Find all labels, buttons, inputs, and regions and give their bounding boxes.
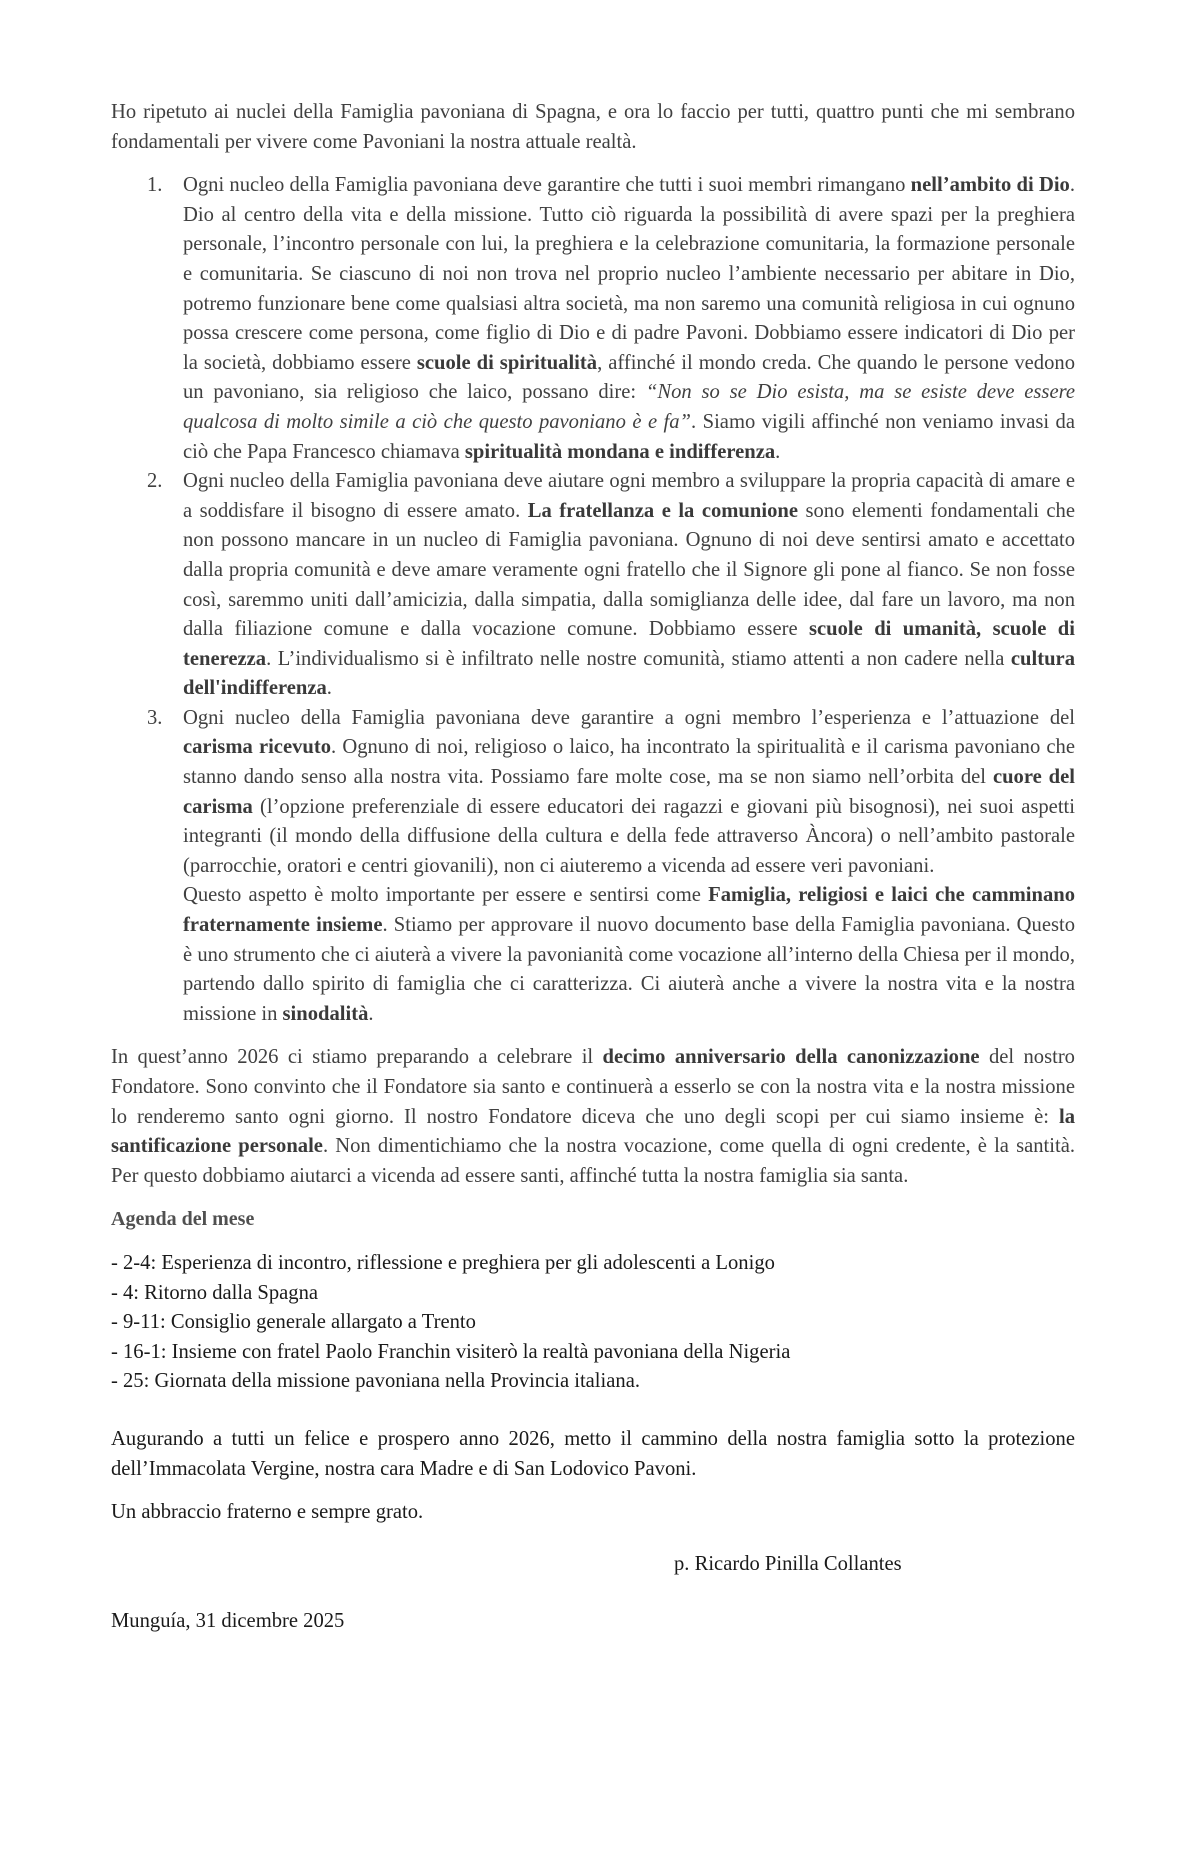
emphasis-bold: scuole di umanità, scuole di tenerezza xyxy=(183,618,1075,670)
emphasis-bold: spiritualità mondana e indifferenza xyxy=(464,440,776,463)
point-item-2 xyxy=(111,467,1075,704)
point-number: 3. xyxy=(147,706,163,729)
text-run: Questo aspetto è molto importante per essere e sentirsi come xyxy=(183,884,709,907)
closing-wish: Augurando a tutti un felice e prospero anno 2026, metto il cammino della nostra famiglia sotto la protezione dell’Immacolata Vergine, nostra cara Madre e di San Lodovico Pavoni. xyxy=(111,1427,1075,1480)
text-run: , affinché il mondo creda. Che quando le persone vedono un pavoniano, sia religioso che laico, possano dire: xyxy=(183,351,1075,404)
emphasis-bold: decimo anniversario della canonizzazione xyxy=(602,1046,980,1069)
text-run: (l’opzione preferenziale di essere educatori dei ragazzi e giovani più bisognosi), nei suoi aspetti integranti (il mondo della diffusione della cultura e della fede attraverso Àncora) o nell’ambito pastorale (parrocchie, oratori e centri giovanili), non ci aiuteremo a vicenda ad essere veri pavoniani. xyxy=(183,795,1075,877)
emphasis-bold: carisma ricevuto xyxy=(183,736,331,759)
text-run: . Stiamo per approvare il nuovo documento base della Famiglia pavoniana. Questo è uno strumento che ci aiuterà a vivere la pavonianità come vocazione all’interno della Chiesa per il mondo, partendo dallo spirito di famiglia che ci caratterizza. Ci aiuterà anche a vivere la nostra vita e la nostra missione in xyxy=(183,914,1075,1025)
point-item-1 xyxy=(111,171,1075,467)
emphasis-bold: nell’ambito di Dio xyxy=(910,174,1070,197)
place-date: Munguía, 31 dicembre 2025 xyxy=(111,1610,345,1633)
signature: p. Ricardo Pinilla Collantes xyxy=(674,1552,902,1575)
text-run: . Ognuno di noi, religioso o laico, ha incontrato la spiritualità e il carisma pavoniano che stanno dando senso alla nostra vita. Possiamo fare molte cose, ma se non siamo nell’orbita del xyxy=(183,736,1075,789)
text-run: Ogni nucleo della Famiglia pavoniana deve aiutare ogni membro a sviluppare la propria capacità di amare e a soddisfare il bisogno di essere amato. xyxy=(183,470,1075,522)
text-run: In quest’anno 2026 ci stiamo preparando a celebrare il xyxy=(111,1046,603,1069)
agenda-item: - 25: Giornata della missione pavoniana nella Provincia italiana. xyxy=(111,1370,640,1393)
text-run: . L’individualismo si è infiltrato nelle nostre comunità, stiamo attenti a non cadere nella xyxy=(266,647,1011,670)
text-run: del nostro Fondatore. Sono convinto che il Fondatore sia santo e continuerà a esserlo se con la nostra vita e la nostra missione lo renderemo santo ogni giorno. Il nostro Fondatore diceva che uno degli scopi per cui siamo insieme è: xyxy=(111,1046,1075,1128)
agenda-item: - 4: Ritorno dalla Spagna xyxy=(111,1281,319,1304)
text-run: . Siamo vigili affinché non veniamo invasi da ciò che Papa Francesco chiamava xyxy=(183,410,1075,463)
point-item-3 xyxy=(111,704,1075,1030)
text-run: . Dio al centro della vita e della missione. Tutto ciò riguarda la possibilità di avere spazi per la preghiera personale, l’incontro personale con lui, la preghiera e la celebrazione comunitaria, la formazione personale e comunitaria. Se ciascuno di noi non trova nel proprio nucleo l’ambiente necessario per abitare in Dio, potremo funzionare bene come qualsiasi altra società, ma non saremo una comunità religiosa in cui ognuno possa crescere come persona, come figlio di Dio e di padre Pavoni. Dobbiamo essere indicatori di Dio per la società, dobbiamo essere xyxy=(183,174,1075,374)
agenda-item: - 16-1: Insieme con fratel Paolo Franchin visiterò la realtà pavoniana della Nigeria xyxy=(111,1340,791,1363)
text-run: sono elementi fondamentali che non possono mancare in un nucleo di Famiglia pavoniana. Ognuno di noi deve sentirsi amato e accettato dalla propria comunità e deve amare veramente ogni fratello che il Signore gli pone al fianco. Se non fosse così, saremmo uniti dall’amicizia, dalla simpatia, dalla somiglianza delle idee, dal fare un lavoro, ma non dalla filiazione comune e dalla vocazione comune. Dobbiamo essere xyxy=(183,499,1075,641)
emphasis-bold: cuore del carisma xyxy=(183,766,1075,818)
anniversary-paragraph xyxy=(111,1043,1075,1191)
text-run: . Non dimentichiamo che la nostra vocazione, come quella di ogni credente, è la santità. Per questo dobbiamo aiutarci a vicenda ad essere santi, affinché tutta la nostra famiglia sia santa. xyxy=(111,1135,1076,1187)
agenda-heading: Agenda del mese xyxy=(111,1208,255,1231)
quote-italic: “Non so se Dio esista, ma se esiste deve essere qualcosa di molto simile a ciò che questo pavoniano è e fa” xyxy=(183,381,1075,433)
intro-paragraph: Ho ripetuto ai nuclei della Famiglia pavoniana di Spagna, e ora lo faccio per tutti, quattro punti che mi sembrano fondamentali per vivere come Pavoniani la nostra attuale realtà. xyxy=(111,101,1075,153)
agenda-item: - 2-4: Esperienza di incontro, riflessione e preghiera per gli adolescenti a Lonigo xyxy=(111,1251,775,1274)
emphasis-bold: La fratellanza e la comunione xyxy=(527,499,798,522)
point-text xyxy=(183,704,1075,882)
text-run: . xyxy=(368,1002,374,1025)
closing-greeting: Un abbraccio fraterno e sempre grato. xyxy=(111,1501,424,1524)
point-continuation xyxy=(183,881,1075,1029)
document-page xyxy=(111,98,1075,1637)
emphasis-bold: la santificazione personale xyxy=(111,1105,1075,1158)
emphasis-bold: cultura dell'indifferenza xyxy=(183,647,1075,700)
agenda-list xyxy=(111,1249,1075,1397)
point-text xyxy=(183,174,1075,462)
point-text xyxy=(183,470,1075,699)
key-points-list xyxy=(111,171,1075,1029)
point-number: 2. xyxy=(147,470,163,493)
emphasis-bold: sinodalità xyxy=(282,1002,369,1025)
text-run: . xyxy=(775,440,781,463)
text-run: Ogni nucleo della Famiglia pavoniana deve garantire a ogni membro l’esperienza e l’attuazione del xyxy=(183,706,1075,729)
agenda-item: - 9-11: Consiglio generale allargato a Trento xyxy=(111,1311,476,1334)
emphasis-bold: scuole di spiritualità xyxy=(416,351,598,374)
text-run: Ogni nucleo della Famiglia pavoniana deve garantire che tutti i suoi membri rimangano xyxy=(183,174,911,197)
emphasis-bold: Famiglia, religiosi e laici che camminano fraternamente insieme xyxy=(183,884,1075,937)
text-run: . xyxy=(326,677,332,700)
point-number: 1. xyxy=(147,174,163,197)
